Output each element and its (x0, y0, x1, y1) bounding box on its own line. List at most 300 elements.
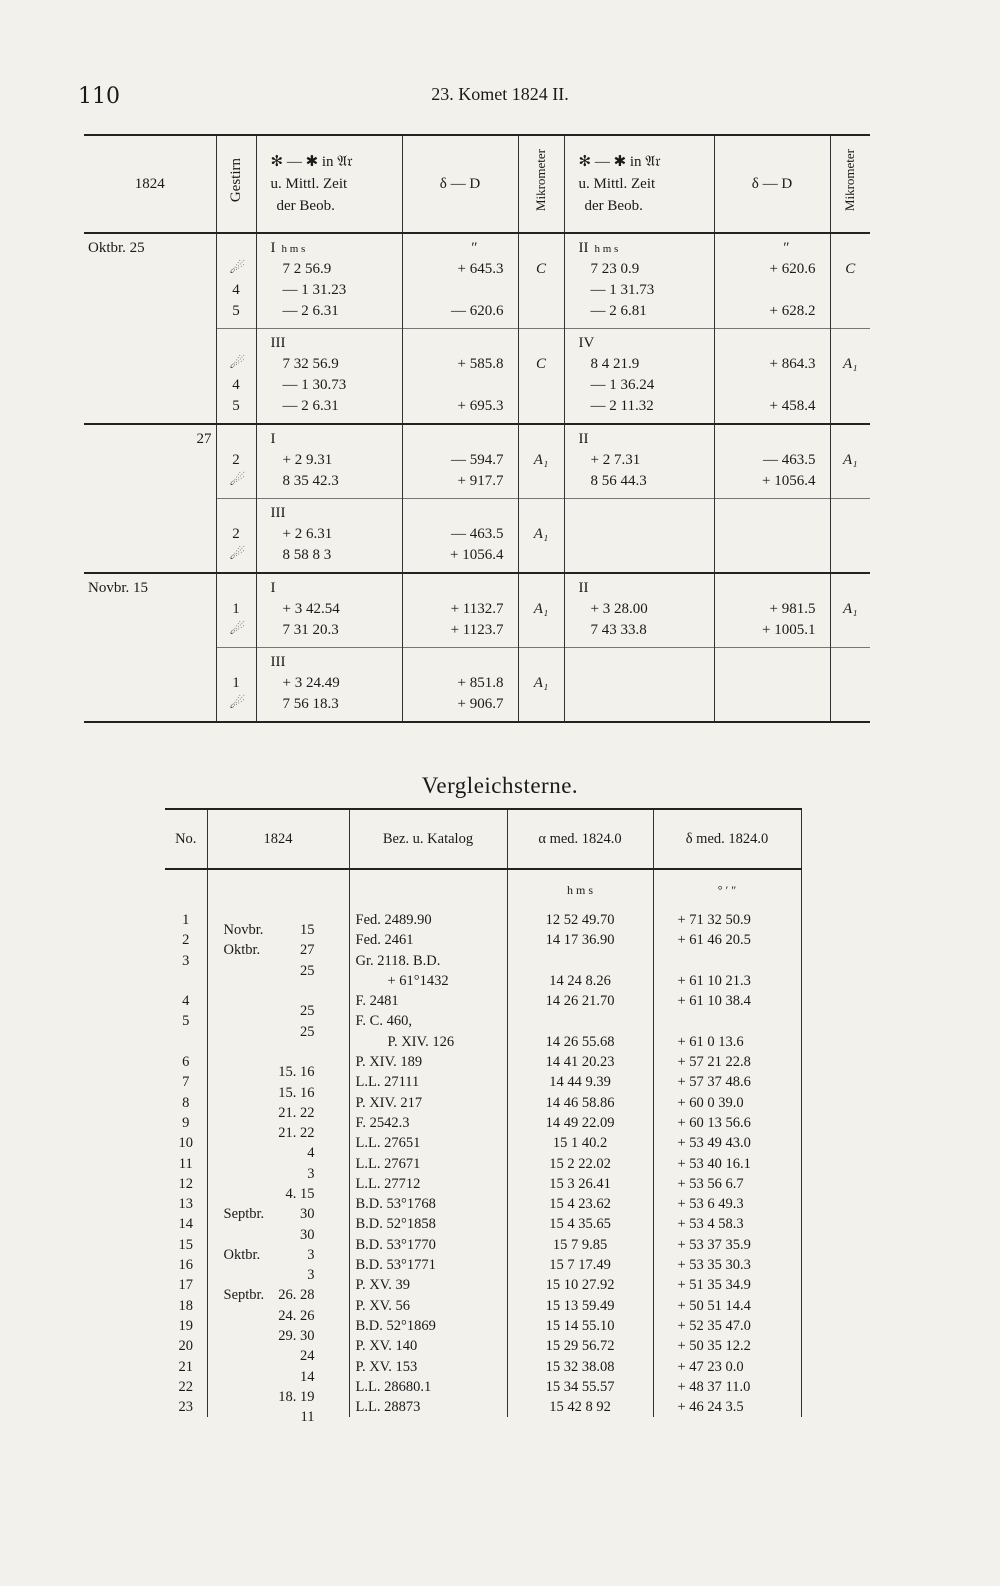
cell-line: + 628.2 (769, 303, 816, 319)
cell-line (579, 238, 710, 259)
comparison-star-row (165, 1214, 801, 1234)
cell-line: + 3 24.49 (282, 675, 340, 691)
cmp-dec: + 50 35 12.2 (653, 1336, 801, 1356)
cmp-ra (507, 1011, 653, 1031)
cell-line: A₁ (533, 526, 549, 542)
comparison-star-row (165, 1235, 801, 1255)
delta-left (402, 648, 518, 723)
cell-line: III (270, 654, 286, 670)
cmp-day: 24. 26 (278, 1307, 315, 1324)
observation-header-row (84, 135, 870, 233)
cmp-date (207, 1032, 349, 1052)
cmp-date (207, 1194, 349, 1223)
cell-line: + 645.3 (457, 261, 504, 277)
time-left (256, 648, 402, 723)
cmp-day: 3 (307, 1246, 315, 1263)
cmp-dec (653, 951, 801, 971)
header-dd-right: δ — D (714, 135, 830, 233)
cell-line: + 917.7 (457, 473, 504, 489)
cmp-dec (653, 1011, 801, 1031)
cmp-no: 9 (182, 1114, 190, 1131)
cmp-no: 4 (182, 993, 190, 1010)
cell-line: I (270, 431, 276, 447)
cmp-date (207, 1011, 349, 1040)
cmp-catalog: L.L. 27712 (349, 1174, 507, 1194)
cmp-day: 14 (300, 1368, 315, 1385)
observation-date (84, 648, 216, 723)
cmp-dec: + 60 13 56.6 (653, 1113, 801, 1133)
cmp-no: 13 (178, 1196, 193, 1213)
cmp-ra: 15 10 27.92 (507, 1275, 653, 1295)
cmp-no: 1 (182, 912, 190, 928)
comparison-star-row (165, 1296, 801, 1316)
comparison-star-row (165, 1377, 801, 1397)
cmp-dec: + 53 37 35.9 (653, 1235, 801, 1255)
delta-right (714, 329, 830, 425)
cmp-catalog: P. XIV. 189 (349, 1052, 507, 1072)
observation-date (84, 424, 216, 499)
header-mk-right: Mikrometer (830, 135, 870, 233)
cmp-day: 25 (300, 1023, 315, 1040)
mikrometer-left (518, 573, 564, 648)
cmp-no: 7 (182, 1074, 190, 1091)
cmp-ra: 15 7 17.49 (507, 1255, 653, 1275)
cmp-day: 27 (300, 942, 315, 959)
cmp-date (207, 1154, 349, 1182)
cmp-catalog: B.D. 52°1869 (349, 1316, 507, 1336)
cmp-day: 11 (300, 1409, 315, 1426)
delta-left (402, 499, 518, 574)
cmp-ra: 15 42 8 92 (507, 1397, 653, 1417)
cmp-no: 8 (182, 1094, 190, 1111)
cmp-dec: + 61 46 20.5 (653, 930, 801, 950)
cmp-catalog: L.L. 28680.1 (349, 1377, 507, 1397)
cmp-no: 5 (182, 1013, 190, 1030)
delta-left (402, 329, 518, 425)
cell-line (719, 545, 816, 566)
cmp-dec: + 53 4 58.3 (653, 1214, 801, 1234)
comparison-star-row (165, 1174, 801, 1194)
cell-line: + 1132.7 (450, 601, 504, 617)
cmp-day: 15. 16 (278, 1064, 315, 1081)
time-right (564, 648, 714, 723)
cell-line: C (535, 261, 546, 277)
cmp-no: 14 (178, 1216, 193, 1233)
cmp-date (207, 1397, 349, 1426)
time-units: h m s (594, 243, 619, 255)
cell-line (835, 524, 867, 545)
cell-line: + 1123.7 (450, 622, 504, 638)
cmp-date (207, 971, 349, 991)
cmp-catalog: P. XIV. 126 (349, 1032, 507, 1052)
cmp-dec: + 53 56 6.7 (653, 1174, 801, 1194)
observation-date (84, 329, 216, 425)
comparison-star-row (165, 1011, 801, 1031)
cmp-catalog: F. C. 460, (349, 1011, 507, 1031)
cmp-day: 30 (300, 1206, 315, 1223)
comparison-star-row (165, 1336, 801, 1356)
cmp-date (207, 1113, 349, 1142)
cell-line: C (535, 356, 546, 372)
cmp-dec: + 53 6 49.3 (653, 1194, 801, 1214)
cmp-ra (507, 951, 653, 971)
cmp-date (207, 1275, 349, 1304)
cmp-header-catalog: Bez. u. Katalog (349, 809, 507, 869)
cmp-ra: 15 14 55.10 (507, 1316, 653, 1336)
cell-line: 7 2 56.9 (282, 261, 332, 277)
cell-line: III (270, 505, 286, 521)
cmp-date (207, 1133, 349, 1162)
observation-block (84, 329, 870, 425)
cmp-dec: + 53 40 16.1 (653, 1154, 801, 1174)
roman-numeral: I (270, 240, 276, 256)
observation-block (84, 424, 870, 499)
comparison-star-row (165, 1275, 801, 1295)
cmp-catalog: B.D. 53°1768 (349, 1194, 507, 1214)
cell-line: + 981.5 (769, 601, 816, 617)
time-left (256, 424, 402, 499)
cell-line: 8 4 21.9 (590, 356, 640, 372)
cell-line (407, 375, 504, 396)
cell-line: C (845, 261, 856, 277)
observation-date (84, 573, 216, 648)
cmp-no: 20 (178, 1338, 193, 1355)
cmp-date (207, 1377, 349, 1405)
comparison-star-row (165, 1357, 801, 1377)
cell-line: + 620.6 (769, 261, 816, 277)
cell-line: — 1 36.24 (590, 377, 655, 393)
cmp-month: Oktbr. (223, 942, 261, 959)
cell-line: 27 (196, 431, 212, 447)
cell-line (719, 280, 816, 301)
cell-line: 8 58 8 3 (282, 547, 332, 563)
cell-line: Novbr. 15 (88, 580, 148, 596)
cmp-catalog: B.D. 53°1770 (349, 1235, 507, 1255)
cell-line: 1 (232, 675, 240, 691)
time-units: h m s (281, 243, 306, 255)
cmp-day: 4. 15 (285, 1186, 315, 1202)
cmp-catalog: L.L. 27651 (349, 1133, 507, 1153)
time-right (564, 233, 714, 329)
cell-line: + 585.8 (457, 356, 504, 372)
time-right (564, 573, 714, 648)
arcsec-unit: ″ (783, 240, 790, 256)
cmp-no: 21 (178, 1358, 193, 1375)
delta-right (714, 499, 830, 574)
star-column (216, 424, 256, 499)
delta-right (714, 648, 830, 723)
cmp-dec: + 53 35 30.3 (653, 1255, 801, 1275)
cmp-day: 21. 22 (278, 1125, 315, 1142)
cell-line: ☄ (229, 261, 243, 277)
cell-line: + 3 28.00 (590, 601, 648, 617)
comparison-star-row (165, 1154, 801, 1174)
cmp-dec: + 53 49 43.0 (653, 1133, 801, 1153)
cell-line: 4 (232, 282, 240, 298)
cmp-dec: + 46 24 3.5 (653, 1397, 801, 1417)
mikrometer-left (518, 329, 564, 425)
time-right (564, 424, 714, 499)
cell-line: + 851.8 (457, 675, 504, 691)
cmp-no: 15 (178, 1236, 193, 1253)
cmp-dec: + 71 32 50.9 (653, 910, 801, 930)
cmp-date (207, 1072, 349, 1101)
cell-line: 5 (232, 398, 240, 414)
cell-line (88, 652, 212, 673)
delta-left (402, 573, 518, 648)
star-column (216, 233, 256, 329)
cmp-day: 4 (307, 1145, 315, 1162)
star-column (216, 648, 256, 723)
cell-line (579, 673, 710, 694)
cell-line: — 1 31.73 (590, 282, 655, 298)
cmp-no: 11 (178, 1155, 193, 1172)
time-left (256, 233, 402, 329)
cmp-day: 29. 30 (278, 1328, 315, 1345)
cell-line: ☄ (229, 356, 243, 372)
cmp-date (207, 1093, 349, 1121)
cmp-ra: 14 49 22.09 (507, 1113, 653, 1133)
cmp-date (207, 1235, 349, 1263)
comparison-header-row (165, 809, 801, 869)
cmp-catalog: Fed. 2489.90 (349, 910, 507, 930)
page-number: 110 (78, 84, 120, 109)
cell-line: — 463.5 (763, 452, 816, 468)
cmp-day: 15 (300, 922, 315, 939)
cmp-no: 22 (178, 1378, 193, 1395)
star-column (216, 573, 256, 648)
cell-line (407, 280, 504, 301)
comparison-star-row (165, 991, 801, 1011)
time-right (564, 329, 714, 425)
cmp-dec: + 52 35 47.0 (653, 1316, 801, 1336)
running-title: 23. Komet 1824 II. (431, 84, 569, 104)
cmp-ra: 14 46 58.86 (507, 1093, 653, 1113)
cmp-dec: + 47 23 0.0 (653, 1357, 801, 1377)
cmp-ra: 15 13 59.49 (507, 1296, 653, 1316)
cmp-catalog: P. XV. 39 (349, 1275, 507, 1295)
delta-right (714, 573, 830, 648)
cell-line: 1 (232, 601, 240, 617)
cmp-no: 17 (178, 1277, 193, 1294)
mikrometer-right (830, 329, 870, 425)
observation-block (84, 648, 870, 723)
cmp-date (207, 1255, 349, 1284)
cell-line: ☄ (229, 622, 243, 638)
cell-line: ☄ (229, 547, 243, 563)
cmp-day: 25 (300, 962, 315, 979)
cell-line: 7 31 20.3 (282, 622, 339, 638)
time-left (256, 499, 402, 574)
cmp-ra: 15 4 35.65 (507, 1214, 653, 1234)
cmp-month: Oktbr. (223, 1246, 261, 1263)
observation-table (84, 134, 870, 723)
cmp-ra: 15 3 26.41 (507, 1174, 653, 1194)
cmp-dec: + 61 0 13.6 (653, 1032, 801, 1052)
cmp-catalog: P. XV. 56 (349, 1296, 507, 1316)
cell-line: 8 56 44.3 (590, 473, 647, 489)
cmp-date (207, 930, 349, 959)
cmp-catalog: P. XV. 153 (349, 1357, 507, 1377)
cmp-no: 2 (182, 932, 190, 949)
cmp-ra: 14 24 8.26 (507, 971, 653, 991)
cmp-dec: + 48 37 11.0 (653, 1377, 801, 1397)
cell-line (719, 673, 816, 694)
cell-line: 8 35 42.3 (282, 473, 339, 489)
cmp-month: Novbr. (223, 922, 264, 939)
cmp-ra: 14 41 20.23 (507, 1052, 653, 1072)
header-mk-left: Mikrometer (518, 135, 564, 233)
cmp-catalog: Fed. 2461 (349, 930, 507, 950)
cmp-dec: + 51 35 34.9 (653, 1275, 801, 1295)
cmp-catalog: B.D. 52°1858 (349, 1214, 507, 1234)
mikrometer-left (518, 233, 564, 329)
cell-line: — 463.5 (451, 526, 504, 542)
comparison-star-table (165, 808, 802, 1426)
cmp-date (207, 1336, 349, 1365)
observation-date (84, 499, 216, 574)
cell-line (88, 503, 212, 524)
cmp-header-no: No. (165, 809, 207, 869)
cell-line: II (578, 580, 589, 596)
cmp-month: Septbr. (223, 1206, 265, 1223)
mikrometer-right (830, 648, 870, 723)
units-row (165, 869, 801, 910)
cmp-no: 18 (178, 1297, 193, 1314)
observation-block (84, 233, 870, 329)
cmp-ra: 15 29 56.72 (507, 1336, 653, 1356)
cell-line: — 1 31.23 (282, 282, 347, 298)
cell-line: + 695.3 (457, 398, 504, 414)
delta-right (714, 233, 830, 329)
comparison-star-row (165, 1052, 801, 1072)
cell-line: A₁ (843, 601, 858, 617)
cell-line (719, 694, 816, 715)
time-right (564, 499, 714, 574)
cmp-no: 16 (178, 1257, 193, 1274)
cmp-date (207, 1052, 349, 1081)
delta-left (402, 233, 518, 329)
arcsec-unit: ″ (471, 240, 478, 256)
cmp-ra: 15 1 40.2 (507, 1133, 653, 1153)
cmp-day: 18. 19 (278, 1388, 315, 1405)
cmp-ra: 14 26 21.70 (507, 991, 653, 1011)
cell-line (835, 673, 867, 694)
comparison-star-row (165, 1113, 801, 1133)
cmp-no: 12 (178, 1175, 193, 1192)
comparison-star-row (165, 1397, 801, 1417)
cmp-date (207, 951, 349, 979)
cmp-catalog: + 61°1432 (349, 971, 507, 991)
cmp-day: 3 (307, 1165, 315, 1182)
cmp-ra: 15 32 38.08 (507, 1357, 653, 1377)
cmp-header-dec: δ med. 1824.0 (653, 809, 801, 869)
cell-line: ☄ (229, 473, 243, 489)
cell-line: + 2 9.31 (282, 452, 333, 468)
comparison-star-row (165, 1255, 801, 1275)
cell-line: — 594.7 (451, 452, 504, 468)
star-column (216, 329, 256, 425)
cell-line: II (578, 431, 589, 447)
cmp-catalog: F. 2481 (349, 991, 507, 1011)
cell-line: — 620.6 (451, 303, 504, 319)
cmp-ra: 14 44 9.39 (507, 1072, 653, 1092)
cmp-date (207, 1316, 349, 1345)
cell-line: — 1 30.73 (282, 377, 347, 393)
header-time-left: ✻ — ✱ in 𝔄𝔯 u. Mittl. Zeit der Beob. (256, 135, 402, 233)
cmp-day: 3 (307, 1267, 315, 1284)
cell-line: A₁ (843, 452, 858, 468)
comparison-star-row (165, 1133, 801, 1153)
cell-line: IV (578, 335, 595, 351)
cell-line: + 2 6.31 (282, 526, 333, 542)
header-dd-left: δ — D (402, 135, 518, 233)
cmp-no: 23 (178, 1399, 193, 1416)
cell-line (579, 652, 710, 673)
mikrometer-left (518, 424, 564, 499)
cell-line: + 1056.4 (450, 547, 504, 563)
cmp-day: 25 (300, 1003, 315, 1020)
cell-line: + 3 42.54 (282, 601, 340, 617)
cmp-header-year: 1824 (207, 809, 349, 869)
comparison-star-row (165, 1072, 801, 1092)
cmp-header-ra: α med. 1824.0 (507, 809, 653, 869)
cmp-no: 6 (182, 1054, 190, 1071)
cell-line: 7 43 33.8 (590, 622, 647, 638)
cell-line: 7 23 0.9 (590, 261, 640, 277)
observation-block (84, 573, 870, 648)
delta-left (402, 424, 518, 499)
roman-numeral: II (578, 240, 589, 256)
cell-line: + 2 7.31 (590, 452, 641, 468)
cell-line (579, 694, 710, 715)
cmp-dec: + 61 10 38.4 (653, 991, 801, 1011)
cmp-catalog: F. 2542.3 (349, 1113, 507, 1133)
comparison-star-row (165, 951, 801, 971)
cell-line: 4 (232, 377, 240, 393)
comparison-star-row (165, 1194, 801, 1214)
cell-line: I (270, 580, 276, 596)
comparison-star-row (165, 910, 801, 930)
time-left (256, 329, 402, 425)
cmp-catalog: P. XIV. 217 (349, 1093, 507, 1113)
cell-line: 5 (232, 303, 240, 319)
mikrometer-left (518, 499, 564, 574)
cell-line: 7 32 56.9 (282, 356, 339, 372)
cmp-dec: + 61 10 21.3 (653, 971, 801, 991)
cmp-date (207, 1174, 349, 1202)
observation-block (84, 499, 870, 574)
mikrometer-right (830, 573, 870, 648)
cmp-catalog: L.L. 27111 (349, 1072, 507, 1092)
cmp-day: 21. 22 (278, 1104, 315, 1121)
comparison-star-row (165, 1316, 801, 1336)
cmp-day: 26. 28 (278, 1287, 315, 1304)
cmp-day: 24 (300, 1348, 315, 1365)
cmp-no (165, 971, 207, 991)
header-year: 1824 (134, 176, 165, 192)
cell-line: A₁ (843, 356, 858, 372)
cmp-catalog: L.L. 28873 (349, 1397, 507, 1417)
cell-line: Oktbr. 25 (88, 240, 145, 256)
header-time-right: ✻ — ✱ in 𝔄𝔯 u. Mittl. Zeit der Beob. (564, 135, 714, 233)
time-left (256, 573, 402, 648)
comparison-star-row (165, 1093, 801, 1113)
cmp-catalog: P. XV. 140 (349, 1336, 507, 1356)
cell-line: + 458.4 (769, 398, 816, 414)
cmp-date (207, 910, 349, 939)
comparison-star-row (165, 930, 801, 950)
